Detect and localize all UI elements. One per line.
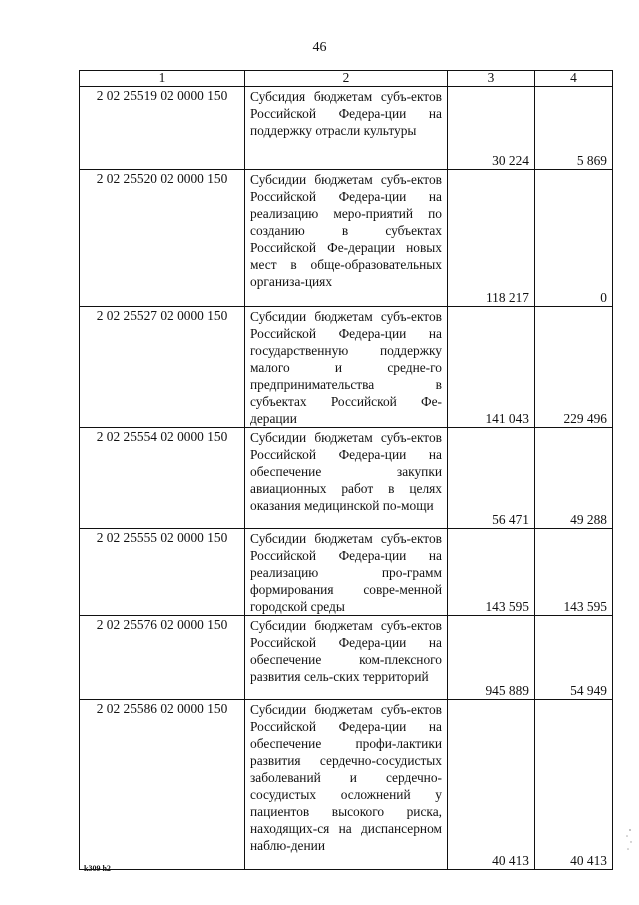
document-footer-code: k309 h2 — [84, 864, 111, 873]
subsidy-name-cell: Субсидии бюджетам субъ-ектов Российской Федера-ции на обеспечение закупки авиационных работ в целях оказания медицинской по-мощи — [245, 428, 448, 529]
amount-col3-cell: 118 217 — [448, 170, 535, 307]
subsidy-name-cell: Субсидия бюджетам субъ-ектов Российской Федера-ции на поддержку отрасли культуры — [245, 87, 448, 170]
amount-col3-cell: 30 224 — [448, 87, 535, 170]
budget-code-cell: 2 02 25555 02 0000 150 — [80, 529, 245, 616]
column-header-2: 2 — [245, 71, 448, 87]
budget-code-cell: 2 02 25576 02 0000 150 — [80, 616, 245, 700]
amount-col4-cell: 49 288 — [535, 428, 613, 529]
table-row — [80, 170, 613, 307]
column-header-3: 3 — [448, 71, 535, 87]
table-row — [80, 616, 613, 700]
amount-col4-cell: 40 413 — [535, 700, 613, 870]
table-row — [80, 87, 613, 170]
amount-col3-cell: 40 413 — [448, 700, 535, 870]
amount-col4-cell: 54 949 — [535, 616, 613, 700]
scan-artifact-marks — [624, 820, 634, 858]
amount-col4-cell: 229 496 — [535, 307, 613, 428]
subsidy-name-cell: Субсидии бюджетам субъ-ектов Российской Федера-ции на реализацию меро-приятий по созданию в субъектах Российской Фе-дерации новых мест в обще-образовательных организа-циях — [245, 170, 448, 307]
table-row — [80, 700, 613, 870]
budget-code-cell: 2 02 25520 02 0000 150 — [80, 170, 245, 307]
table-row — [80, 307, 613, 428]
amount-col3-cell: 945 889 — [448, 616, 535, 700]
amount-col4-cell: 143 595 — [535, 529, 613, 616]
budget-table — [79, 70, 613, 870]
budget-code-cell: 2 02 25554 02 0000 150 — [80, 428, 245, 529]
column-header-1: 1 — [80, 71, 245, 87]
amount-col4-cell: 0 — [535, 170, 613, 307]
scan-edge-mark — [624, 820, 634, 858]
amount-col3-cell: 143 595 — [448, 529, 535, 616]
budget-code-cell: 2 02 25527 02 0000 150 — [80, 307, 245, 428]
table-header-row — [80, 71, 613, 87]
budget-code-cell: 2 02 25519 02 0000 150 — [80, 87, 245, 170]
amount-col3-cell: 141 043 — [448, 307, 535, 428]
amount-col4-cell: 5 869 — [535, 87, 613, 170]
amount-col3-cell: 56 471 — [448, 428, 535, 529]
subsidy-name-cell: Субсидии бюджетам субъ-ектов Российской Федера-ции на реализацию про-грамм формирования совре-менной городской среды — [245, 529, 448, 616]
page-number: 46 — [312, 40, 327, 55]
column-header-4: 4 — [535, 71, 613, 87]
subsidy-name-cell: Субсидии бюджетам субъ-ектов Российской Федера-ции на обеспечение ком-плексного развития сель-ских территорий — [245, 616, 448, 700]
table-row — [80, 529, 613, 616]
subsidy-name-cell: Субсидии бюджетам субъ-ектов Российской Федера-ции на государственную поддержку малого и средне-го предпринимательства в субъектах Российской Фе-дерации — [245, 307, 448, 428]
table-row — [80, 428, 613, 529]
subsidy-name-cell: Субсидии бюджетам субъ-ектов Российской Федера-ции на обеспечение профи-лактики развития сердечно-сосудистых заболеваний и сердечно-сосудистых осложнений у пациентов высокого риска, находящих-ся на диспансерном наблю-дении — [245, 700, 448, 870]
budget-code-cell: 2 02 25586 02 0000 150 — [80, 700, 245, 870]
